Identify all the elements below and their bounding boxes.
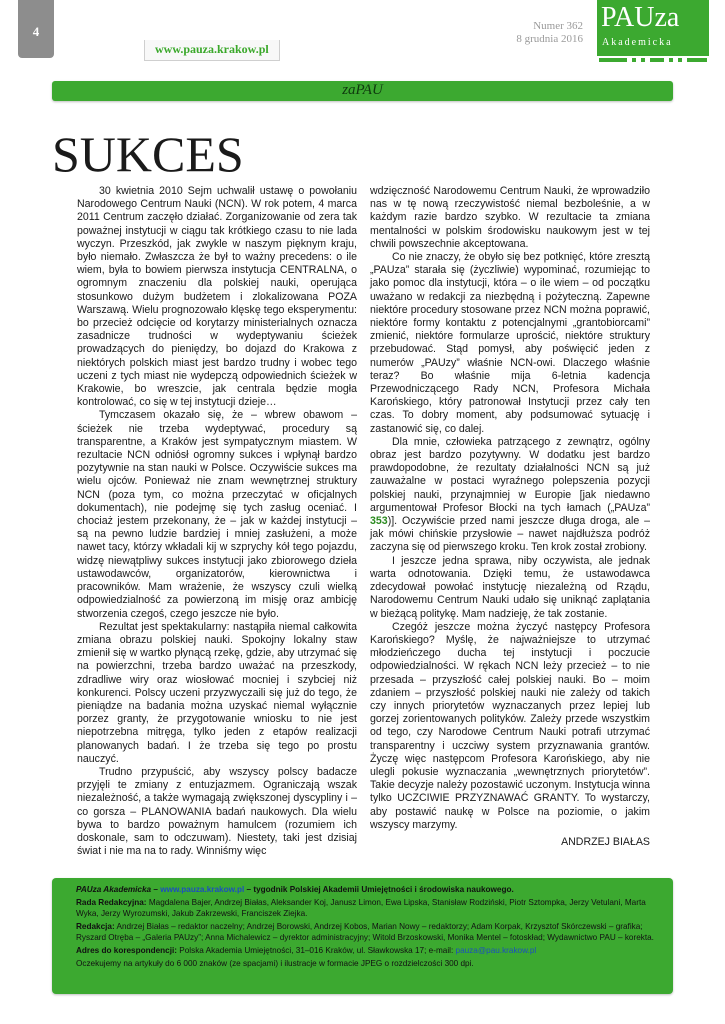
article-column-left (77, 185, 357, 858)
footer-title-line (76, 885, 659, 895)
logo-dot (678, 58, 682, 62)
footer-editorial (76, 922, 659, 943)
author-signature: ANDRZEJ BIAŁAS (561, 835, 650, 848)
logo-title: PAUza (601, 2, 680, 33)
footer-board-text: Magdalena Bajer, Andrzej Białas, Aleksander Koj, Janusz Limon, Ewa Lipska, Stanisław Rodziński, Piotr Sztompka, Jerzy Vetulani, Marta Wyka, Jerzy Wyrozumski, Jakub Zakrzewski, Franciszek Ziejka. (76, 898, 646, 918)
logo-dash (599, 58, 627, 62)
paragraph-text: )]. Oczywiście przed nami jeszcze długa droga, ale – jak mówi chińskie przysłowie – nawet najdłuższa podróż zaczyna się od pierwszego kroku. Ten krok został zrobiony. (370, 515, 650, 554)
page-number: 4 (32, 24, 40, 39)
paragraph: Trudno przypuścić, aby wszyscy polscy badacze przyjęli te zmiany z entuzjazmem. Ograniczają wszak niezależność, a także wymagają zwiększonej dyscypliny i – co gorsza – PLANOWANIA badań naukowych. Dla wielu bywa to bardzo poważnym hamulcem (rozumiem ich doskonale, sam to odczuwam). Niestety, taki jest dzisiaj świat i nie ma na to rady. Winniśmy więc (77, 765, 357, 858)
paragraph: I jeszcze jedna sprawa, niby oczywista, ale jednak warta odnotowania. Dzięki temu, że ustawodawca zdecydował powołać instytucję niezależną od Rządu, Narodowemu Centrum Nauki udało się uniknąć zaplątania w bieżącą politykę. Mam nadzieję, że tak zostanie. (370, 554, 650, 620)
paragraph (370, 436, 650, 555)
footer-description: – tygodnik Polskiej Akademii Umiejętności i środowiska naukowego. (244, 885, 514, 894)
logo-dot (641, 58, 645, 62)
footer-url-link[interactable]: www.pauza.krakow.pl (160, 885, 245, 894)
footer-publication-name: PAUza Akademicka (76, 885, 152, 894)
footer-board (76, 898, 659, 919)
issue-date: 8 grudnia 2016 (516, 33, 583, 45)
logo-decoration (599, 58, 707, 62)
footer-editorial-label: Redakcja: (76, 922, 115, 932)
masthead-footer (52, 878, 673, 994)
pauza-logo (597, 0, 709, 56)
paragraph: Co nie znaczy, że obyło się bez potknięć, które zresztą „PAUza” starała się (życzliwie) wypominać, rozumiejąc to jako pomoc dla instytucji, która – o ile wiem – od początku uważano w redakcji za niezbędną i pożyteczną. Zapewne niektóre procedury stosowane przez NCN można poprawić, niektóre formy kontaktu z potencjalnymi „grantobiorcami” zmienić, niektóre formularze uprościć, niektóre struktury przebudować. Stąd pomysł, aby poświęcić jeden z numerów „PAUzy” właśnie NCN-owi. Dlaczego właśnie teraz? Bo właśnie mija 6-letnia kadencja Przewodniczącego Rady NCN, Profesora Michała Karońskiego, który patronował Instytucji przez cały ten czas. To dobry moment, aby podsumować sytuację i zastanowić się, co dalej. (370, 251, 650, 435)
logo-subtitle: Akademicka (602, 37, 673, 48)
footer-address-label: Adres do korespondencji: (76, 946, 177, 956)
logo-dot (632, 58, 636, 62)
section-header (52, 81, 673, 101)
paragraph: Rezultat jest spektakularny: nastąpiła niemal całkowita zmiana obrazu polskiej nauki. Spokojny lokalny staw zmienił się w wartko płynącą rzekę, gdzie, aby utrzymać się na powierzchni, trzeba bardzo uważać na przeszkody, zdradliwe wiry oraz wiosłować mocniej i szybciej niż konkurenci. Polscy uczeni przyzwyczaili się już do tego, że pieniądze na badania można uzyskać niemal wyłącznie porzez granty, że przygotowanie wniosku to nie jest niepotrzebna mitręga, tylko jeden z etapów realizacji planowanych badań. I że trzeba się tego po prostu nauczyć. (77, 620, 357, 765)
article-column-right (370, 185, 650, 849)
issue-number: Numer 362 (533, 20, 583, 32)
paragraph: 30 kwietnia 2010 Sejm uchwalił ustawę o powołaniu Narodowego Centrum Nauki (NCN). W rok potem, 4 marca 2011 Centrum zaczęło działać. Zorganizowanie od zera tak poważnej instytucji w ciągu tak krótkiego czasu to nie lada wyczyn. Przeszkód, jak zwykle w naszym pięknym kraju, było niemało. Zwłaszcza że był to ważny precedens: o ile wiem, była to bowiem pierwsza instytucja CENTRALNA, o ogromnym znaczeniu dla polskiej nauki, operująca stosunkowo dużym budżetem i zlokalizowana POZA Warszawą. Wielu prognozowało klęskę tego eksperymentu: bo przecież odcięcie od korytarzy ministerialnych oznacza zasadnicze trudności w wydeptywaniu ścieżek prowadzących do pieniędzy, bo dojazd do Krakowa z niektórych polskich miast jest bardzo trudny i wobec tego uczeni z tych miast nie wydepczą odpowiednich ścieżek w Krakowie, bo wreszcie, jak centrala będzie mogła kontrolować, co się w tej instytucji dzieje… (77, 185, 357, 409)
paragraph-text: Dla mnie, człowieka patrzącego z zewnątrz, ogólny obraz jest bardzo pozytywny. W dodatku jest bardzo prawdopodobne, że rezultaty działalności NCN są już zauważalne w postaci wyraźnego polepszenia pozycji polskiej nauki, przynajmniej w Europie [jak niedawno argumentował Profesor Błocki na tych łamach („PAUza” (370, 435, 650, 514)
footer-note: Oczekujemy na artykuły do 6 000 znaków (ze spacjami) i ilustracje w formacie JPEG o rozdzielczości 300 dpi. (76, 959, 474, 969)
footer-separator: – (151, 885, 161, 894)
issue-reference-link[interactable]: 353 (370, 515, 388, 528)
paragraph: Tymczasem okazało się, że – wbrew obawom – ścieżek nie trzeba wydeptywać, procedury są transparentne, a Kraków jest sympatycznym miastem. W rezultacie NCN odniósł ogromny sukces i wpłynął bardzo pozytywnie na stan nauki w Polsce. Oczywiście sukces ma wielu ojców. Ponieważ nie znam wewnętrznej struktury NCN (poza tym, co można przeczytać w oficjalnych dokumentach), nie podejmę się tych zasług oceniać. I chociaż jestem przekonany, że – jak w każdej instytucji – są na pewno ludzie bardziej i mniej zasłużeni, a może nawet tacy, którzy wkładali kij w szprychy kół tego pojazdu, widzę niewątpliwy sukces instytucji jako zbiorowego dzieła ustawodawców, organizatorów, kierownictwa i pracowników. Mam wrażenie, że wszyscy czuli wielką odpowiedzialność za powierzoną im misję oraz ambicję stworzenia czegoś, czego jeszcze nie było. (77, 409, 357, 620)
website-url-link[interactable]: www.pauza.krakow.pl (144, 40, 280, 61)
page-number-tab (18, 0, 54, 58)
paragraph: wdzięczność Narodowemu Centrum Nauki, że wprowadziło nas w tę nową rzeczywistość niemal bezboleśnie, a w każdym razie bardzo szybko. W rezultacie ta zmiana mentalności w polskim środowisku naukowym jest w tej chwili powszechnie akceptowana. (370, 185, 650, 250)
article-title: SUKCES (52, 126, 244, 182)
footer-address-text: Polska Akademia Umiejętności, 31–016 Kraków, ul. Sławkowska 17; e-mail: (177, 946, 456, 956)
logo-dash (650, 58, 664, 62)
logo-dot (669, 58, 673, 62)
paragraph: Czegóż jeszcze można życzyć następcy Profesora Karońskiego? Myślę, że najważniejsze to utrzymać młodzieńczego ducha tej instytucji i poczucie odpowiedzialności. W rękach NCN leży przecież – to nie przesada – przyszłość całej polskiej nauki. Bo – moim zdaniem – przyszłość polskiej nauki nie zależy od takich czy innych priorytetów wyznaczanych przez lepiej lub gorzej zorientowanych polityków. Zależy przede wszystkim od tego, czy Narodowe Centrum Nauki potrafi utrzymać transparentny i uczciwy system przyznawania grantów. Życzę więc następcom Profesora Karońskiego, aby nie ulegli pokusie wyznaczania „wewnętrznych priorytetów”. Takie decyzje należy pozostawić uczonym. Instytucja winna tylko UCZCIWIE PRZYZNAWAĆ GRANTY. To wystarczy, aby postawić naukę w Polsce na poziomie, o jakim wszyscy marzymy. (370, 620, 650, 831)
logo-dash (687, 58, 707, 62)
footer-board-label: Rada Redakcyjna: (76, 898, 147, 908)
issue-info (516, 20, 583, 46)
footer-editorial-text: Andrzej Białas – redaktor naczelny; Andrzej Borowski, Andrzej Kobos, Marian Nowy – redaktorzy; Adam Korpak, Krzysztof Skórczewski – grafika; Ryszard Otręba – „Galeria PAUzy”; Anna Michalewicz – dyrektor administracyjny; Witold Brzoskowski, Monika Mentel – fotoskład; Wydawnictwo PAU – korekta. (76, 922, 654, 942)
footer-email-link[interactable]: pauza@pau.krakow.pl (455, 946, 537, 956)
footer-address (76, 946, 659, 956)
section-title: zaPAU (342, 82, 383, 98)
